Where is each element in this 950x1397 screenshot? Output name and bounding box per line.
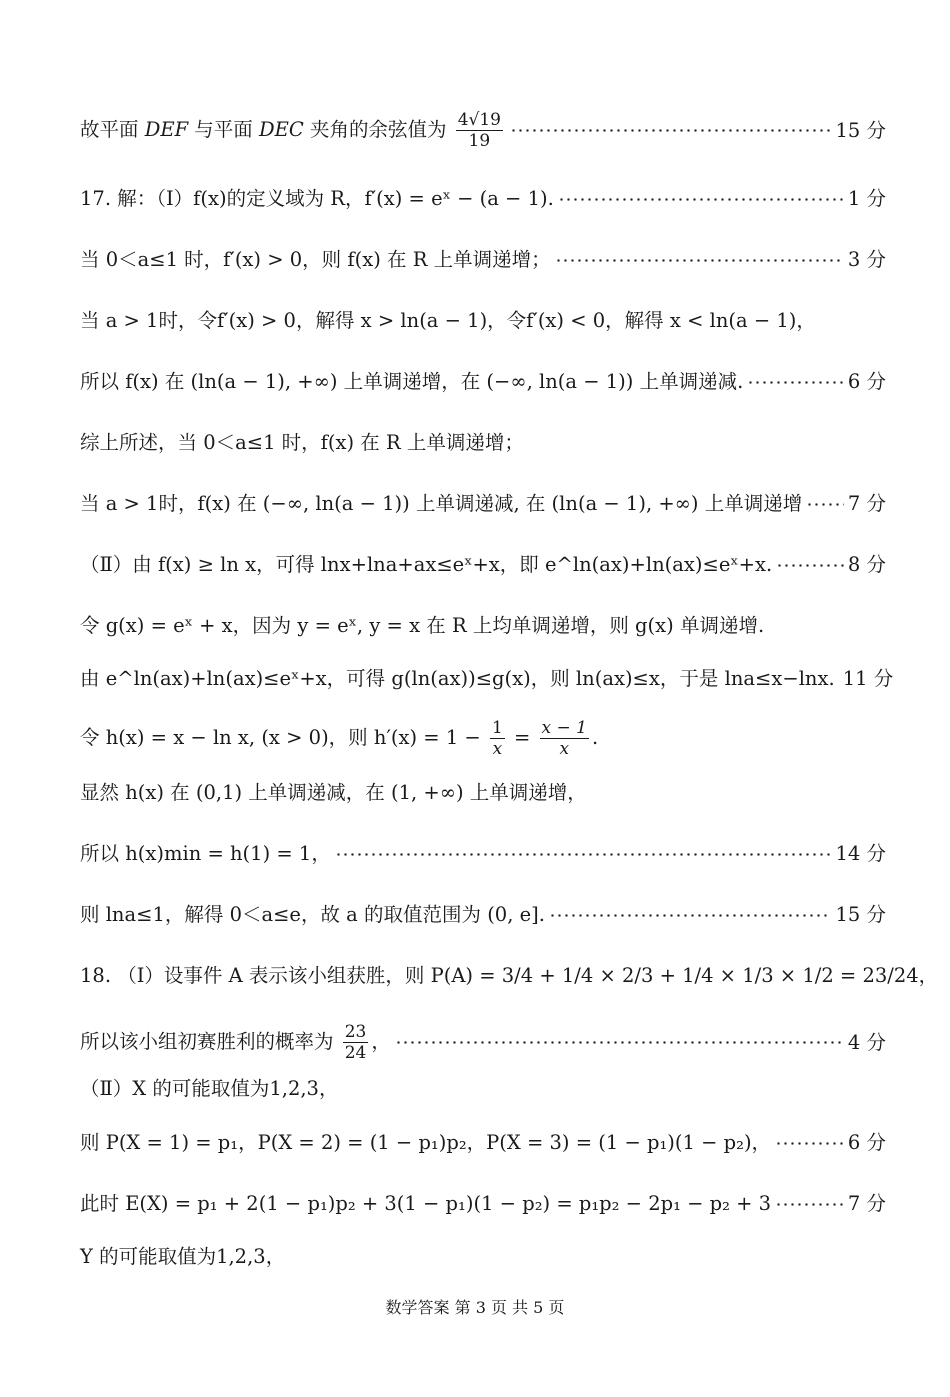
- leader-dots: [510, 129, 831, 132]
- page-footer: 数学答案 第 3 页 共 5 页: [385, 1298, 565, 1317]
- line-summary-a-gt-1: 当 a > 1时，f(x) 在 (−∞, ln(a − 1)) 上单调递减, 在 (ln(a − 1), +∞) 上单调递增 7 分: [80, 490, 886, 518]
- score-label: 14 分: [835, 842, 886, 865]
- leader-dots: [747, 381, 844, 384]
- leader-dots: [549, 914, 832, 917]
- leader-dots: [558, 198, 844, 201]
- line-h-min: 所以 h(x)min = h(1) = 1， 14 分: [80, 840, 886, 868]
- line-summary: 综上所述，当 0＜a≤1 时，f(x) 在 R 上单调递增；: [80, 431, 524, 454]
- fraction-x-minus-1-over-x: $\frac{x - 1}{x}$: [541, 718, 588, 759]
- score-label: 15 分: [835, 903, 886, 926]
- line-part-2-inequality: （Ⅱ）由 f(x) ≥ ln x，可得 lnx+lna+ax≤eˣ+x，即 e^ln(ax)+ln(ax)≤eˣ+x. 8 分: [80, 551, 886, 579]
- line-win-probability: 所以该小组初赛胜利的概率为 $\frac{23}{24}$ ， 4 分: [80, 1022, 886, 1063]
- score-label: 3 分: [847, 248, 886, 271]
- fraction-one-over-x: $\frac{1}{x}$: [491, 718, 503, 759]
- fraction-23-24: $\frac{23}{24}$: [344, 1022, 367, 1063]
- line-case-a-le-1: 当 0＜a≤1 时，f′(x) > 0，则 f(x) 在 R 上单调递增； 3 分: [80, 246, 886, 274]
- line-plane-angle: 故平面 DEF 与平面 DEC 夹角的余弦值为 $\frac{4√19}{19}$ 15 分: [80, 110, 886, 151]
- leader-dots: [555, 259, 844, 262]
- line-h-monotonic: 显然 h(x) 在 (0,1) 上单调递减，在 (1, +∞) 上单调递增，: [80, 781, 587, 804]
- line-case-a-gt-1: 当 a > 1时，令f′(x) > 0，解得 x > ln(a − 1)，令f′(x) < 0，解得 x < ln(a − 1)，: [80, 309, 816, 332]
- line-y-values: Y 的可能取值为1,2,3，: [80, 1245, 286, 1268]
- score-label: 4 分: [847, 1030, 886, 1054]
- leader-dots: [806, 503, 844, 506]
- score-label: 6 分: [847, 1131, 886, 1154]
- leader-dots: [335, 853, 832, 856]
- score-label: 8 分: [847, 553, 886, 576]
- line-expectation: 此时 E(X) = p₁ + 2(1 − p₁)p₂ + 3(1 − p₁)(1 − p₂) = p₁p₂ − 2p₁ − p₂ + 3 7 分: [80, 1190, 886, 1218]
- line-18-probability: 18. （Ⅰ）设事件 A 表示该小组获胜，则 P(A) = 3/4 + 1/4 × 2/3 + 1/4 × 1/3 × 1/2 = 23/24，: [80, 964, 939, 987]
- score-label: 1 分: [847, 187, 886, 210]
- fraction-cosine: $\frac{4√19}{19}$: [457, 110, 501, 151]
- line-define-g: 令 g(x) = eˣ + x，因为 y = eˣ, y = x 在 R 上均单调递增，则 g(x) 单调递增.: [80, 614, 765, 637]
- line-17-domain: 17. 解：（Ⅰ）f(x)的定义域为 R，f′(x) = eˣ − (a − 1). 1 分: [80, 185, 886, 213]
- line-a-range: 则 lna≤1，解得 0＜a≤e，故 a 的取值范围为 (0, e]. 15 分: [80, 901, 886, 929]
- leader-dots: [775, 1142, 844, 1145]
- score-label: 11 分: [842, 667, 894, 690]
- line-x-distribution: 则 P(X = 1) = p₁，P(X = 2) = (1 − p₁)p₂，P(X = 3) = (1 − p₁)(1 − p₂)， 6 分: [80, 1129, 886, 1157]
- score-label: 6 分: [847, 370, 886, 393]
- line-derive-lna: 由 e^ln(ax)+ln(ax)≤eˣ+x，可得 g(ln(ax))≤g(x)，则 ln(ax)≤x，于是 lna≤x−lnx. 11 分: [80, 665, 886, 693]
- score-label: 7 分: [847, 492, 886, 515]
- leader-dots: [776, 564, 844, 567]
- leader-dots: [395, 1041, 844, 1044]
- line-define-h: 令 h(x) = x − ln x, (x > 0)，则 h′(x) = 1 − $\frac{1}{x}$ = $\frac{x - 1}{x}$ .: [80, 718, 599, 759]
- score-label: 15 分: [835, 118, 886, 142]
- line-x-values: （Ⅱ）X 的可能取值为1,2,3，: [80, 1077, 339, 1100]
- leader-dots: [775, 1203, 844, 1206]
- score-label: 7 分: [847, 1192, 886, 1215]
- line-monotonic-intervals: 所以 f(x) 在 (ln(a − 1), +∞) 上单调递增，在 (−∞, ln(a − 1)) 上单调递减. 6 分: [80, 368, 886, 396]
